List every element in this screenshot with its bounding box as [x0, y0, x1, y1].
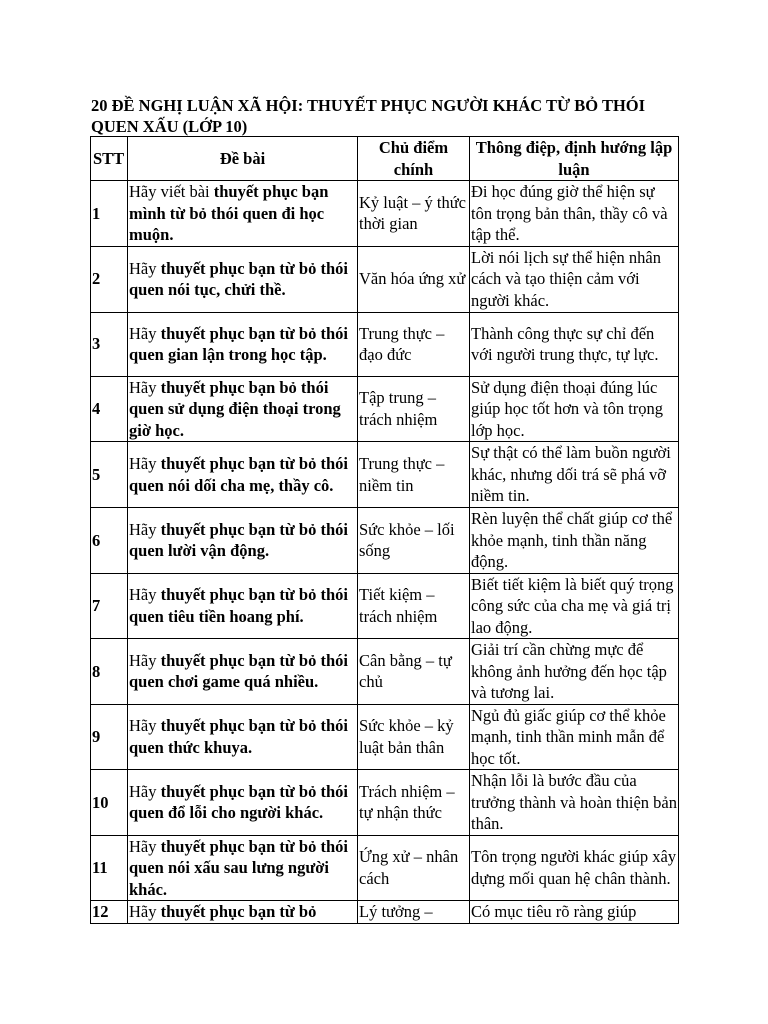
- table-row: [91, 639, 679, 705]
- row-theme: Ứng xử – nhân cách: [358, 835, 470, 901]
- row-number: 5: [91, 442, 128, 508]
- row-topic: [128, 376, 358, 442]
- topic-bold: thuyết phục bạn từ bỏ thói quen nói tục, chửi thề.: [129, 258, 348, 299]
- row-message: Lời nói lịch sự thể hiện nhân cách và tạo thiện cảm với người khác.: [470, 246, 679, 312]
- topic-bold: thuyết phục bạn từ bỏ thói quen chơi game quá nhiều.: [129, 650, 348, 692]
- row-topic: [128, 573, 358, 639]
- header-stt: STT: [91, 137, 128, 181]
- row-topic: [128, 770, 358, 836]
- row-topic: [128, 639, 358, 705]
- row-number: 3: [91, 312, 128, 376]
- topic-bold: thuyết phục bạn bỏ thói quen sử dụng điện thoại trong giờ học.: [129, 377, 341, 440]
- row-topic: [128, 246, 358, 312]
- table-header-row: [91, 137, 679, 181]
- row-topic: [128, 312, 358, 376]
- row-message: Có mục tiêu rõ ràng giúp: [470, 901, 679, 924]
- row-number: 6: [91, 508, 128, 574]
- topic-prefix: Hãy: [129, 454, 161, 473]
- topic-bold: thuyết phục bạn từ bỏ thói quen nói dối cha mẹ, thầy cô.: [129, 454, 348, 495]
- table-row: [91, 704, 679, 770]
- topic-bold: thuyết phục bạn từ bỏ thói quen gian lận trong học tập.: [129, 323, 348, 364]
- topic-prefix: Hãy: [129, 716, 161, 736]
- topic-prefix: Hãy: [129, 902, 161, 921]
- row-message: Sử dụng điện thoại đúng lúc giúp học tốt hơn và tôn trọng lớp học.: [470, 376, 679, 442]
- topic-bold: thuyết phục bạn từ bỏ thói quen thức khuya.: [129, 716, 348, 757]
- row-message: Thành công thực sự chỉ đến với người trung thực, tự lực.: [470, 312, 679, 376]
- row-theme: Tập trung – trách nhiệm: [358, 376, 470, 442]
- row-message: Ngủ đủ giấc giúp cơ thể khỏe mạnh, tinh thần minh mẫn để học tốt.: [470, 704, 679, 770]
- table-row: [91, 312, 679, 376]
- row-theme: Trách nhiệm – tự nhận thức: [358, 770, 470, 836]
- row-message: Sự thật có thể làm buồn người khác, nhưng dối trá sẽ phá vỡ niềm tin.: [470, 442, 679, 508]
- table-row: [91, 181, 679, 247]
- row-theme: Văn hóa ứng xử: [358, 246, 470, 312]
- row-number: 7: [91, 573, 128, 639]
- topic-prefix: Hãy: [129, 585, 161, 605]
- table-row: [91, 442, 679, 508]
- row-message: Rèn luyện thể chất giúp cơ thể khỏe mạnh, tinh thần năng động.: [470, 508, 679, 574]
- document-title: 20 ĐỀ NGHỊ LUẬN XÃ HỘI: THUYẾT PHỤC NGƯỜI KHÁC TỪ BỎ THÓI QUEN XẤU (LỚP 10): [91, 96, 646, 136]
- row-message: Biết tiết kiệm là biết quý trọng công sức của cha mẹ và giá trị lao động.: [470, 573, 679, 639]
- row-theme: Sức khỏe – lối sống: [358, 508, 470, 574]
- row-message: Giải trí cần chừng mực để không ảnh hưởng đến học tập và tương lai.: [470, 639, 679, 705]
- header-theme: Chủ điểm chính: [358, 137, 470, 181]
- header-topic: Đề bài: [128, 137, 358, 181]
- row-theme: Lý tưởng –: [358, 901, 470, 924]
- table-row: [91, 573, 679, 639]
- row-number: 2: [91, 246, 128, 312]
- row-number: 8: [91, 639, 128, 705]
- table-row: [91, 246, 679, 312]
- topic-prefix: Hãy: [129, 258, 161, 278]
- row-theme: Cân bằng – tự chủ: [358, 639, 470, 705]
- row-number: 4: [91, 376, 128, 442]
- row-message: Nhận lỗi là bước đầu của trưởng thành và hoàn thiện bản thân.: [471, 771, 677, 833]
- table-row: [91, 376, 679, 442]
- row-topic: [128, 442, 358, 508]
- topic-bold: thuyết phục bạn từ bỏ: [160, 902, 317, 921]
- row-topic: [128, 181, 358, 247]
- row-number: 10: [91, 770, 128, 836]
- topic-bold: thuyết phục bạn từ bỏ thói quen tiêu tiền hoang phí.: [129, 585, 348, 626]
- row-topic: [128, 901, 358, 924]
- topic-prefix: Hãy: [129, 781, 161, 801]
- row-number: 1: [91, 181, 128, 247]
- row-topic: [128, 704, 358, 770]
- topic-bold: thuyết phục bạn từ bỏ thói quen nói xấu sau lưng người khác.: [129, 836, 348, 899]
- table-row: [91, 508, 679, 574]
- topic-prefix: Hãy: [129, 323, 161, 343]
- topic-prefix: Hãy: [129, 836, 161, 856]
- row-message: Đi học đúng giờ thể hiện sự tôn trọng bản thân, thầy cô và tập thể.: [470, 181, 679, 247]
- topic-bold: thuyết phục bạn từ bỏ thói quen lười vận động.: [129, 519, 348, 561]
- row-number: 11: [91, 835, 128, 901]
- table-row: [91, 835, 679, 901]
- row-theme: Kỷ luật – ý thức thời gian: [358, 181, 470, 247]
- row-topic: [128, 508, 358, 574]
- table-row: [91, 901, 679, 924]
- topic-bold: thuyết phục bạn từ bỏ thói quen đổ lỗi cho người khác.: [129, 781, 348, 823]
- table-row: [91, 770, 679, 836]
- topics-table: [90, 136, 679, 924]
- row-number: 9: [91, 704, 128, 770]
- row-theme: Trung thực – niềm tin: [358, 442, 470, 508]
- topic-prefix: Hãy: [129, 377, 161, 397]
- topic-prefix: Hãy viết bài: [129, 182, 214, 201]
- topic-bold: thuyết phục bạn mình từ bỏ thói quen đi học muộn.: [129, 182, 329, 244]
- topic-prefix: Hãy: [129, 519, 161, 539]
- row-theme: Tiết kiệm – trách nhiệm: [358, 573, 470, 639]
- row-topic: [128, 835, 358, 901]
- row-theme: Sức khỏe – kỷ luật bản thân: [358, 704, 470, 770]
- topic-prefix: Hãy: [129, 650, 161, 670]
- row-number: 12: [91, 901, 128, 924]
- row-theme: Trung thực – đạo đức: [358, 312, 470, 376]
- row-message: Tôn trọng người khác giúp xây dựng mối quan hệ chân thành.: [470, 835, 679, 901]
- header-message: Thông điệp, định hướng lập luận: [470, 137, 679, 181]
